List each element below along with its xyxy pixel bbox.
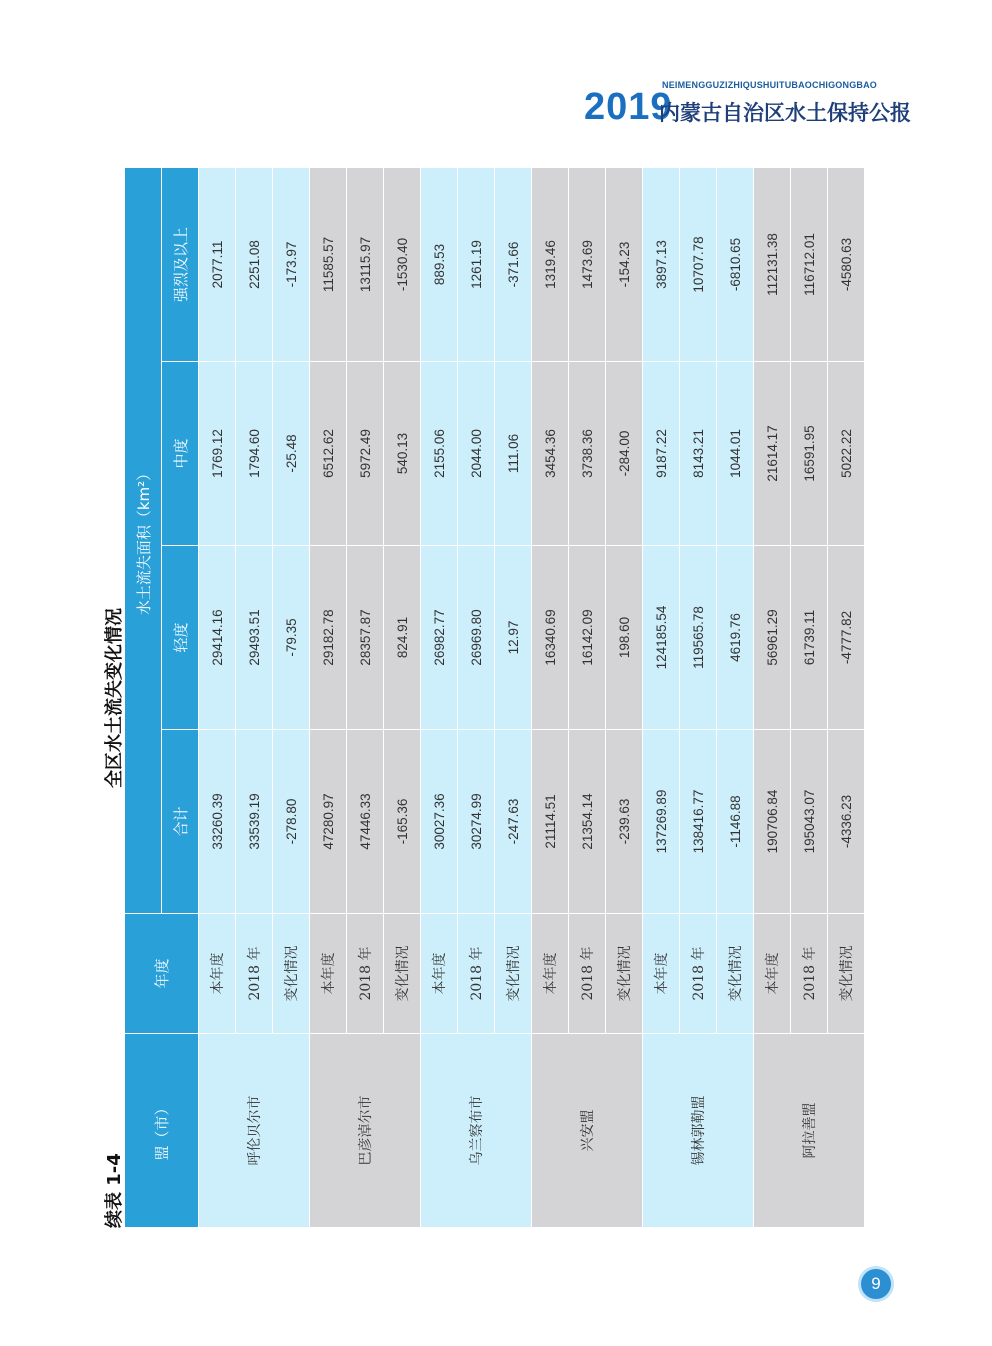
header-erosion-group: 水土流失面积（km²） (125, 168, 162, 914)
value-cell: -6810.65 (717, 168, 754, 362)
value-cell: 5022.22 (828, 362, 865, 546)
year-cell: 2018 年 (791, 914, 828, 1034)
value-cell: 119565.78 (680, 546, 717, 730)
value-cell: 2155.06 (421, 362, 458, 546)
value-cell: 30027.36 (421, 730, 458, 914)
year-cell: 变化情况 (828, 914, 865, 1034)
value-cell: 3897.13 (643, 168, 680, 362)
league-name: 呼伦贝尔市 (199, 1034, 310, 1228)
table-caption: 全区水土流失变化情况 (104, 608, 125, 788)
header-year-col: 年度 (125, 914, 199, 1034)
value-cell: 13115.97 (347, 168, 384, 362)
value-cell: 138416.77 (680, 730, 717, 914)
value-cell: -173.97 (273, 168, 310, 362)
value-cell: 21614.17 (754, 362, 791, 546)
table-row (532, 168, 569, 1228)
league-name: 锡林郭勒盟 (643, 1034, 754, 1228)
year-cell: 变化情况 (273, 914, 310, 1034)
value-cell: 16142.09 (569, 546, 606, 730)
header-league: 盟（市） (125, 1034, 199, 1228)
value-cell: 1044.01 (717, 362, 754, 546)
year-cell: 本年度 (532, 914, 569, 1034)
value-cell: -284.00 (606, 362, 643, 546)
value-cell: 1473.69 (569, 168, 606, 362)
league-name: 阿拉善盟 (754, 1034, 865, 1228)
value-cell: 111.06 (495, 362, 532, 546)
value-cell: -4580.63 (828, 168, 865, 362)
value-cell: 6512.62 (310, 362, 347, 546)
value-cell: 16340.69 (532, 546, 569, 730)
value-cell: -1530.40 (384, 168, 421, 362)
value-cell: 12.97 (495, 546, 532, 730)
value-cell: 47446.33 (347, 730, 384, 914)
value-cell: 26969.80 (458, 546, 495, 730)
value-cell: 10707.78 (680, 168, 717, 362)
header-total: 合计 (162, 730, 199, 914)
value-cell: 3454.36 (532, 362, 569, 546)
value-cell: 56961.29 (754, 546, 791, 730)
value-cell: 30274.99 (458, 730, 495, 914)
value-cell: -25.48 (273, 362, 310, 546)
value-cell: -4777.82 (828, 546, 865, 730)
value-cell: 16591.95 (791, 362, 828, 546)
value-cell: 1261.19 (458, 168, 495, 362)
value-cell: 61739.11 (791, 546, 828, 730)
table-body (199, 168, 865, 1228)
year-cell: 变化情况 (495, 914, 532, 1034)
table-row (310, 168, 347, 1228)
value-cell: -278.80 (273, 730, 310, 914)
value-cell: 3738.36 (569, 362, 606, 546)
header-light: 轻度 (162, 546, 199, 730)
value-cell: -154.23 (606, 168, 643, 362)
value-cell: -79.35 (273, 546, 310, 730)
value-cell: 5972.49 (347, 362, 384, 546)
value-cell: 824.91 (384, 546, 421, 730)
value-cell: 2044.00 (458, 362, 495, 546)
value-cell: 195043.07 (791, 730, 828, 914)
value-cell: 9187.22 (643, 362, 680, 546)
value-cell: 21354.14 (569, 730, 606, 914)
header-year: 2019 (584, 86, 673, 128)
year-cell: 本年度 (754, 914, 791, 1034)
soil-erosion-table (124, 167, 865, 1228)
value-cell: 198.60 (606, 546, 643, 730)
value-cell: 33260.39 (199, 730, 236, 914)
table-row (199, 168, 236, 1228)
value-cell: 29414.16 (199, 546, 236, 730)
value-cell: 2251.08 (236, 168, 273, 362)
value-cell: 29493.51 (236, 546, 273, 730)
year-cell: 2018 年 (236, 914, 273, 1034)
year-cell: 本年度 (199, 914, 236, 1034)
value-cell: 29182.78 (310, 546, 347, 730)
league-name: 乌兰察布市 (421, 1034, 532, 1228)
year-cell: 本年度 (421, 914, 458, 1034)
value-cell: 11585.57 (310, 168, 347, 362)
table-row (643, 168, 680, 1228)
value-cell: 33539.19 (236, 730, 273, 914)
year-cell: 2018 年 (458, 914, 495, 1034)
value-cell: 28357.87 (347, 546, 384, 730)
value-cell: 190706.84 (754, 730, 791, 914)
value-cell: 540.13 (384, 362, 421, 546)
value-cell: 21114.51 (532, 730, 569, 914)
year-cell: 本年度 (310, 914, 347, 1034)
value-cell: 4619.76 (717, 546, 754, 730)
year-cell: 本年度 (643, 914, 680, 1034)
value-cell: 112131.38 (754, 168, 791, 362)
value-cell: -239.63 (606, 730, 643, 914)
table-label: 续表 1-4 (104, 1153, 125, 1228)
value-cell: 137269.89 (643, 730, 680, 914)
value-cell: -165.36 (384, 730, 421, 914)
value-cell: 116712.01 (791, 168, 828, 362)
value-cell: -371.66 (495, 168, 532, 362)
value-cell: 1794.60 (236, 362, 273, 546)
header-title: 内蒙古自治区水土保持公报 (659, 101, 911, 125)
value-cell: 1769.12 (199, 362, 236, 546)
year-cell: 变化情况 (384, 914, 421, 1034)
value-cell: 124185.54 (643, 546, 680, 730)
page-number-badge: 9 (858, 1266, 894, 1302)
value-cell: 8143.21 (680, 362, 717, 546)
rotated-table-block (100, 168, 898, 1228)
header-moderate: 中度 (162, 362, 199, 546)
league-name: 巴彦淖尔市 (310, 1034, 421, 1228)
league-name: 兴安盟 (532, 1034, 643, 1228)
year-cell: 2018 年 (569, 914, 606, 1034)
value-cell: 889.53 (421, 168, 458, 362)
header-severe: 强烈及以上 (162, 168, 199, 362)
year-cell: 2018 年 (680, 914, 717, 1034)
year-cell: 2018 年 (347, 914, 384, 1034)
table-row (421, 168, 458, 1228)
value-cell: 1319.46 (532, 168, 569, 362)
value-cell: -4336.23 (828, 730, 865, 914)
value-cell: 26982.77 (421, 546, 458, 730)
value-cell: 47280.97 (310, 730, 347, 914)
value-cell: -247.63 (495, 730, 532, 914)
table-row (754, 168, 791, 1228)
value-cell: -1146.88 (717, 730, 754, 914)
year-cell: 变化情况 (606, 914, 643, 1034)
header-pinyin: NEIMENGGUZIZHIQUSHUITUBAOCHIGONGBAO (662, 80, 877, 90)
value-cell: 2077.11 (199, 168, 236, 362)
year-cell: 变化情况 (717, 914, 754, 1034)
